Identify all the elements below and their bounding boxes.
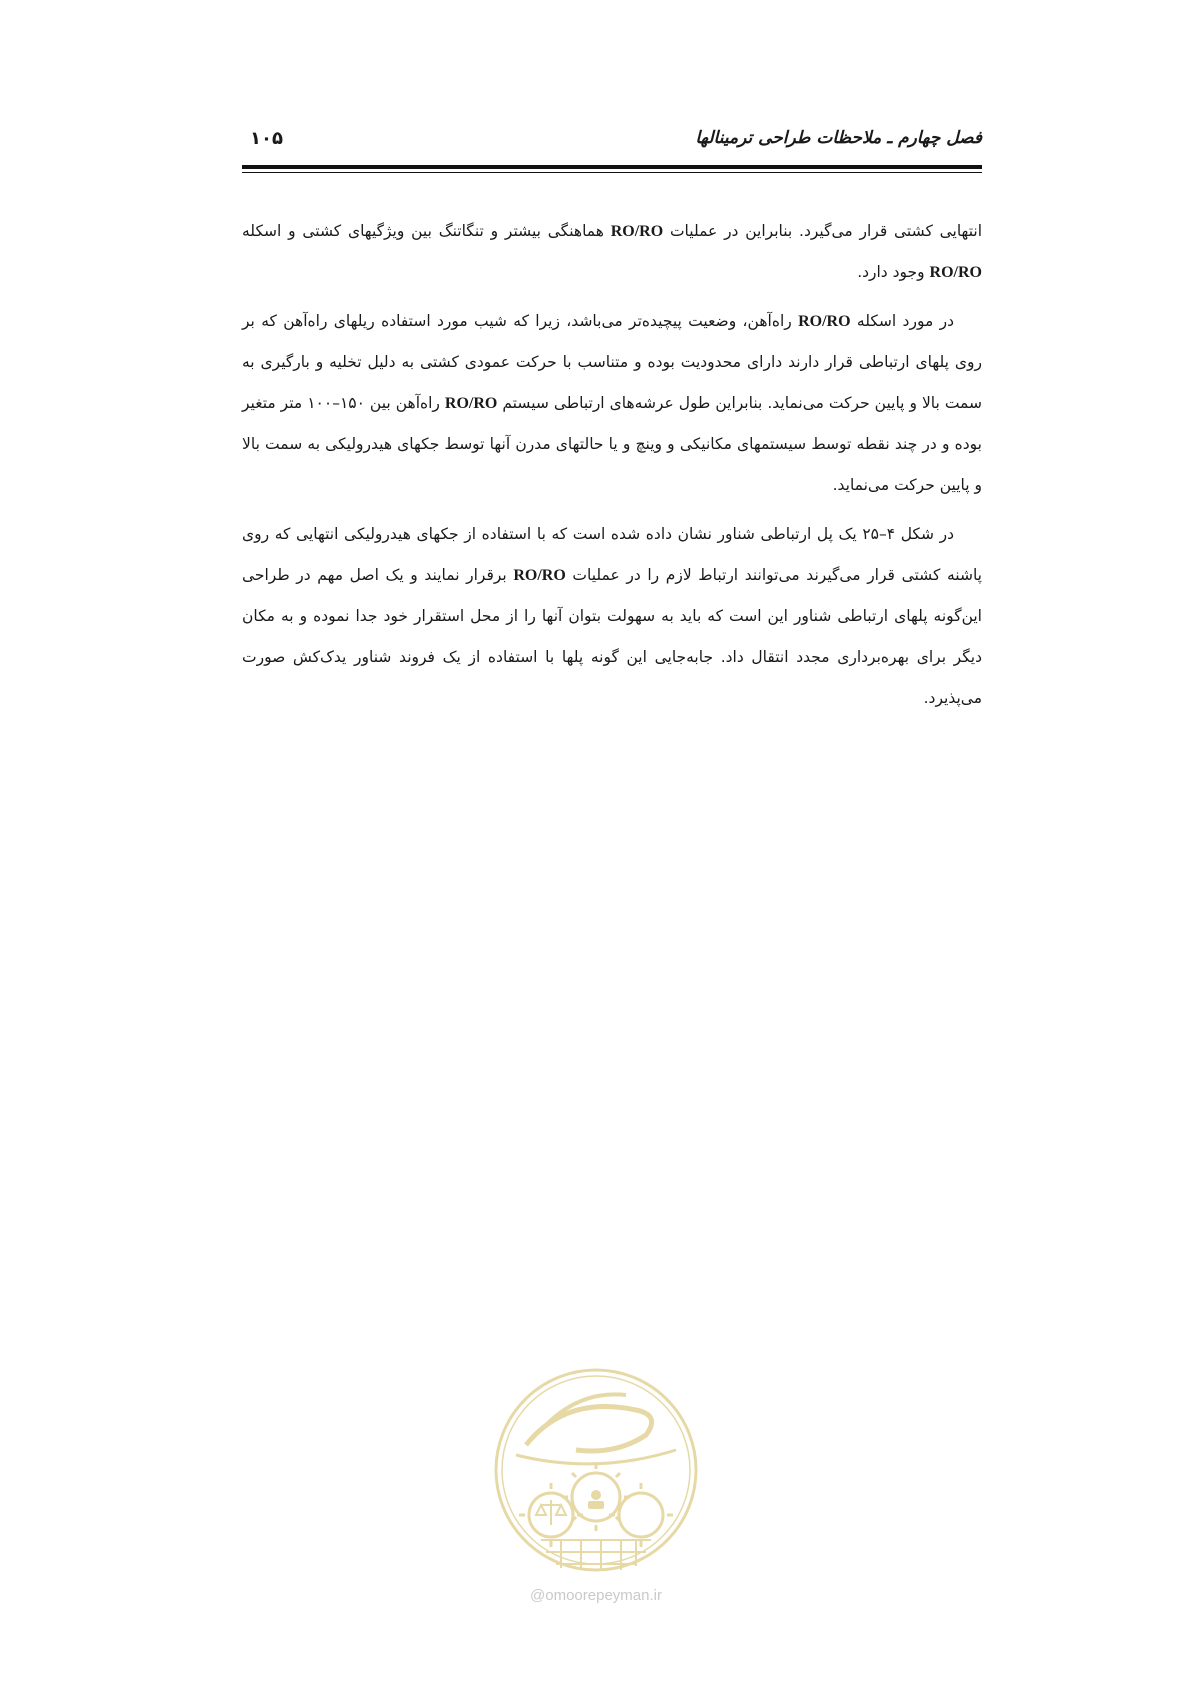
page-header [242, 122, 982, 158]
ro-ro-term: RO/RO [929, 264, 982, 281]
ro-ro-term: RO/RO [610, 223, 664, 240]
ro-ro-term: RO/RO [444, 395, 498, 412]
body-text [242, 211, 982, 727]
paragraph-text: انتهایی کشتی قرار می‌گیرد. بنابراین در عملیات [663, 222, 983, 240]
paragraph-text: در شکل ۴–۲۵ یک پل ارتباطی شناور نشان داده شده است که با استفاده از جکهای هیدرولیکی انتهایی که روی پاشنه کشتی قرار می‌گیرند می‌توانند ارتباط لازم را در عملیات [242, 525, 982, 584]
body-paragraph [242, 301, 982, 506]
seal-group [496, 1370, 696, 1570]
seal-inner-ring [502, 1376, 690, 1564]
body-paragraph [242, 211, 982, 293]
seal-crown [588, 1490, 604, 1509]
logo-script-stroke [526, 1407, 652, 1451]
header-rule [242, 165, 982, 169]
header-rule-thin [242, 172, 982, 173]
scale-of-justice-icon [536, 1500, 566, 1525]
paragraph-text: هماهنگی بیشتر و تنگاتنگ بین ویژگیهای کشتی و اسکله [242, 222, 611, 240]
paragraph-text: در مورد اسکله [850, 312, 954, 330]
seal-crown-base [588, 1501, 604, 1509]
paragraph-text: وجود دارد. [857, 263, 930, 281]
paragraph-text: راه‌آهن، وضعیت پیچیده‌تر می‌باشد، زیرا که شیب مورد استفاده ریلهای راه‌آهن که بر روی پلهای ارتباطی قرار دارند دارای محدودیت بوده و متناسب با حرکت عمودی کشتی به دلیل تخلیه و بارگیری به سمت بالا و پایین حرکت می‌نماید. بنابراین طول عرشه‌های ارتباطی سیستم [242, 312, 982, 412]
paragraph-text: راه‌آهن بین ۱۵۰–۱۰۰ متر متغیر بوده و در چند نقطه توسط سیستمهای مکانیکی و وینچ و یا حالتهای مدرن آنها توسط جکهای هیدرولیکی به سمت بالا و پایین حرکت می‌نماید. [242, 394, 982, 494]
omoore-peyman-seal-icon [486, 1355, 706, 1580]
ro-ro-term: RO/RO [513, 567, 566, 584]
paragraph-text: برقرار نمایند و یک اصل مهم در طراحی این‌گونه پلهای ارتباطی شناور این است که باید به سهولت بتوان آنها را از محل استقرار خود جدا نموده و به مکان دیگر برای بهره‌برداری مجدد انتقال داد. جابه‌جایی این گونه پلها با استفاده از یک فروند شناور یدک‌کش صورت می‌پذیرد. [242, 566, 982, 707]
watermark-caption: @omoorepeyman.ir [530, 1587, 662, 1604]
watermark-logo [486, 1355, 706, 1605]
seal-crown-dot [591, 1490, 601, 1500]
chapter-title: فصل چهارم ـ ملاحظات طراحی ترمینالها [695, 128, 982, 148]
gear-right [619, 1493, 663, 1537]
body-paragraph [242, 514, 982, 719]
ro-ro-term: RO/RO [798, 313, 851, 330]
page-number: ۱۰۵ [250, 128, 283, 149]
